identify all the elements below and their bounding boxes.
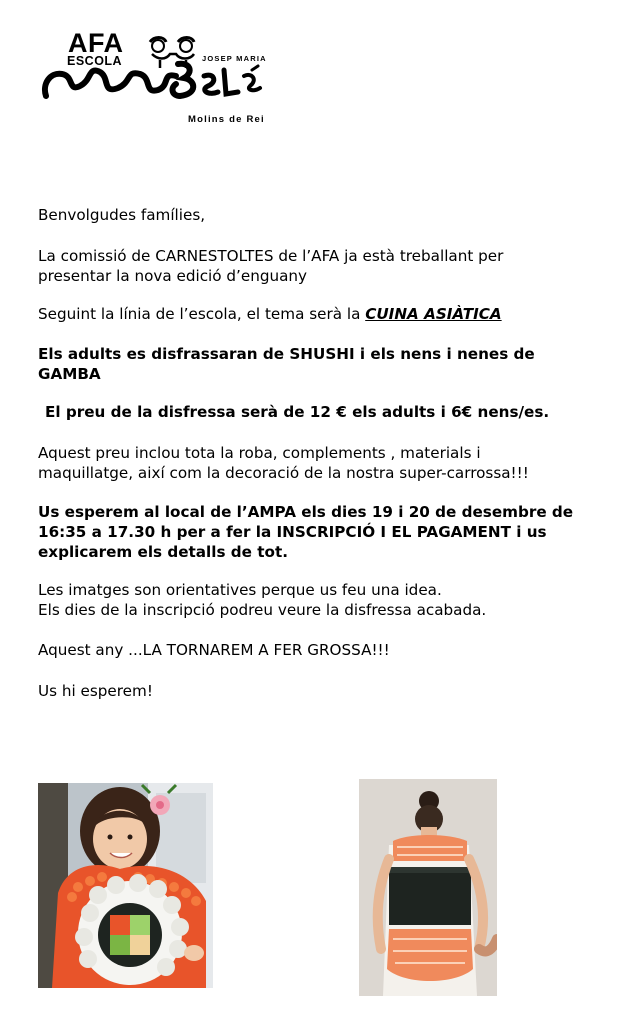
paragraph-line: La comissió de CARNESTOLTES de l’AFA ja està treballant per	[38, 247, 504, 265]
closing: Us hi esperem!	[38, 682, 153, 700]
paragraph-line: 16:35 a 17.30 h per a fer la INSCRIPCIÓ I EL PAGAMENT i us	[38, 523, 547, 541]
paragraph-line: presentar la nova edició d’enguany	[38, 267, 308, 285]
paragraph-line: Els adults es disfrassaran de SHUSHI i els nens i nenes de	[38, 345, 535, 363]
paragraph-line: Els dies de la inscripció podreu veure la disfressa acabada.	[38, 601, 487, 619]
paragraph-line: maquillatge, així com la decoració de la nostra super-carrossa!!!	[38, 464, 529, 482]
paragraph-line: Les imatges son orientatives perque us feu una idea.	[38, 581, 442, 599]
paragraph-line: Us esperem al local de l’AMPA els dies 19 i 20 de desembre de	[38, 503, 574, 521]
paragraph-registration	[38, 502, 623, 562]
paragraph-commission	[38, 246, 623, 286]
photo-adult-sushi-costume	[359, 779, 497, 996]
greeting: Benvolgudes famílies,	[38, 206, 206, 224]
paragraph-includes	[38, 443, 623, 483]
paragraph-theme	[38, 304, 623, 324]
logo-josep-maria-text: JOSEP MARIA	[202, 54, 267, 63]
paragraph-motto: Aquest any ...LA TORNAREM A FER GROSSA!!!	[38, 641, 390, 659]
logo-afa-text: AFA	[68, 28, 124, 58]
photo-child-sushi-costume	[38, 783, 213, 988]
logo-place-text: Molins de Rei	[188, 114, 265, 125]
afa-logo	[40, 28, 300, 128]
theme-highlight: CUINA ASIÀTICA	[365, 305, 502, 323]
adult-sushi-costume-image	[359, 779, 497, 996]
paragraph-line: Aquest preu inclou tota la roba, complements , materials i	[38, 444, 481, 462]
paragraph-line: GAMBA	[38, 365, 101, 383]
theme-prefix: Seguint la línia de l’escola, el tema serà la	[38, 305, 366, 323]
paragraph-price: El preu de la disfressa serà de 12 € els adults i 6€ nens/es.	[45, 403, 550, 421]
paragraph-costumes	[38, 344, 623, 384]
paragraph-images	[38, 580, 623, 620]
paragraph-line: explicarem els detalls de tot.	[38, 543, 288, 561]
sushi-costume-image	[38, 783, 213, 988]
logo-escola-text: ESCOLA	[67, 54, 123, 68]
